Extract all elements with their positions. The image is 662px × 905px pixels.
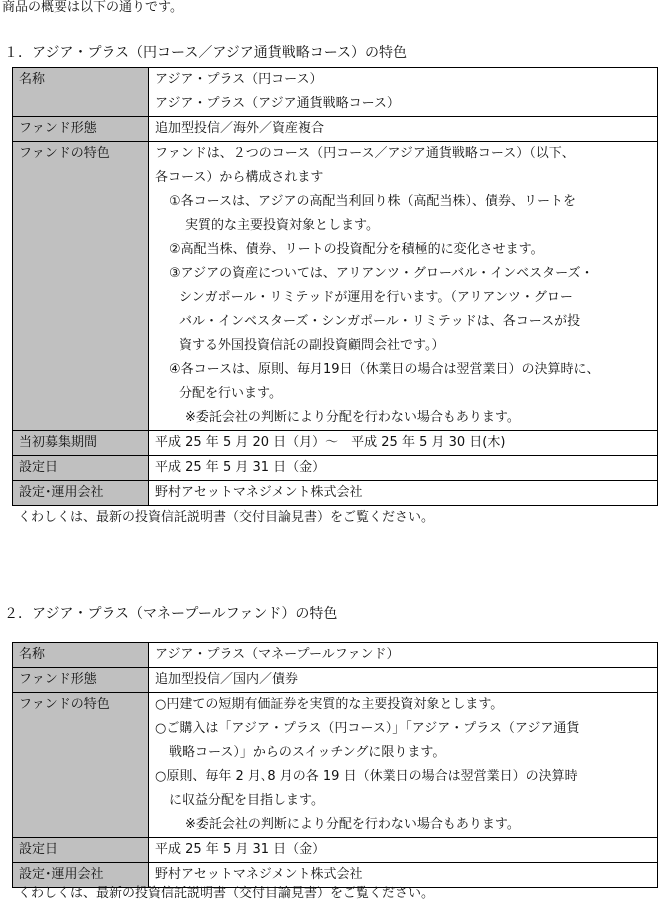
value-line: ○ご購入は「アジア・プラス（円コース）」「アジア・プラス（アジア通貨: [155, 721, 580, 736]
row-value-name: [149, 68, 658, 117]
table-row: [13, 668, 658, 693]
section1-footnote: くわしくは、最新の投資信託説明書（交付目論見書）をご覧ください。: [18, 510, 435, 525]
value-line: ファンドは、２つのコース（円コース／アジア通貨戦略コース）（以下、: [155, 146, 575, 161]
row-label-manager: 設定･運用会社: [13, 863, 149, 888]
table-row: [13, 68, 658, 117]
value-line: ④各コースは、原則、毎月19日（休業日の場合は翌営業日）の決算時に、: [169, 362, 600, 377]
row-label-manager: 設定･運用会社: [13, 481, 149, 506]
row-label-offering: 当初募集期間: [13, 431, 149, 456]
value-line: 資する外国投資信託の副投資顧問会社です。）: [179, 338, 445, 353]
row-label-name: 名称: [13, 643, 149, 668]
row-label-form: ファンド形態: [13, 117, 149, 142]
table-row: [13, 838, 658, 863]
section2-footnote: くわしくは、最新の投資信託説明書（交付目論見書）をご覧ください。: [18, 886, 435, 901]
intro-text: 商品の概要は以下の通りです。: [2, 0, 183, 15]
value-line: 戦略コース）」からのスイッチングに限ります。: [169, 745, 446, 760]
value-line: ※委託会社の判断により分配を行わない場合もあります。: [185, 817, 520, 832]
row-label-established: 設定日: [13, 456, 149, 481]
table-row: [13, 643, 658, 668]
row-value-established: 平成 25 年 5 月 31 日（金）: [149, 838, 658, 863]
value-line: ※委託会社の判断により分配を行わない場合もあります。: [185, 410, 520, 425]
row-value-features: [149, 693, 658, 838]
row-label-features: ファンドの特色: [13, 693, 149, 838]
table-row: [13, 481, 658, 506]
row-value-form: 追加型投信／国内／債券: [149, 668, 658, 693]
table-row: [13, 431, 658, 456]
table-row: [13, 863, 658, 888]
value-line: 実質的な主要投資対象とします。: [185, 218, 379, 233]
row-value-offering: 平成 25 年 5 月 20 日（月）～ 平成 25 年 5 月 30 日(木): [149, 431, 658, 456]
row-label-features: ファンドの特色: [13, 142, 149, 431]
table-row: [13, 456, 658, 481]
row-value-established: 平成 25 年 5 月 31 日（金）: [149, 456, 658, 481]
table-row: [13, 142, 658, 431]
value-line: ②高配当株、債券、リートの投資配分を積極的に変化させます。: [169, 242, 544, 257]
row-value-form: 追加型投信／海外／資産複合: [149, 117, 658, 142]
row-label-name: 名称: [13, 68, 149, 117]
row-value-features: [149, 142, 658, 431]
value-line: アジア・プラス（アジア通貨戦略コース）: [155, 96, 400, 111]
value-line: ①各コースは、アジアの高配当利回り株（高配当株）、債券、リートを: [169, 194, 576, 209]
value-line: アジア・プラス（円コース）: [155, 72, 323, 87]
value-line: シンガポール・リミテッドが運用を行います。（アリアンツ・グロー: [179, 290, 573, 305]
value-line: ○円建ての短期有価証券を実質的な主要投資対象とします。: [155, 697, 504, 712]
value-line: 分配を行います。: [179, 386, 282, 401]
row-value-manager: 野村アセットマネジメント株式会社: [149, 481, 658, 506]
section2-table: [12, 642, 658, 888]
row-value-name: アジア・プラス（マネープールファンド）: [149, 643, 658, 668]
value-line: 各コース）から構成されます: [155, 170, 324, 185]
value-line: ③アジアの資産については、アリアンツ・グローバル・インベスターズ・: [169, 266, 594, 281]
section1-title: １．アジア・プラス（円コース／アジア通貨戦略コース）の特色: [4, 45, 408, 61]
table-row: [13, 693, 658, 838]
value-line: バル・インベスターズ・シンガポール・リミテッドは、各コースが投: [179, 314, 581, 329]
row-label-form: ファンド形態: [13, 668, 149, 693]
value-line: ○原則、毎年 2 月､8 月の各 19 日（休業日の場合は翌営業日）の決算時: [155, 769, 578, 784]
section2-title: ２．アジア・プラス（マネープールファンド）の特色: [4, 606, 338, 622]
row-label-established: 設定日: [13, 838, 149, 863]
table-row: [13, 117, 658, 142]
row-value-manager: 野村アセットマネジメント株式会社: [149, 863, 658, 888]
value-line: に収益分配を目指します。: [169, 793, 324, 808]
section1-table: [12, 67, 658, 506]
